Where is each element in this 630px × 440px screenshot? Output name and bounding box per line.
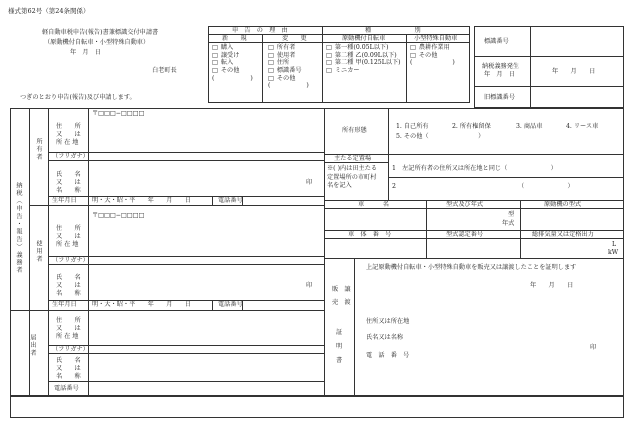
checkbox-transfer[interactable]: □ 譲受け	[212, 53, 253, 61]
form-subtitle: （原動機付自転車・小型特殊自動車）	[44, 39, 150, 46]
owner-phone-label: 電話番号	[218, 197, 243, 204]
storage-option-2-paren: （ ）	[518, 183, 574, 190]
cert-name-label: 氏名又は名称	[366, 334, 404, 341]
checkbox-farming[interactable]: □ 農耕作業用	[410, 45, 455, 53]
checkbox-owner-change[interactable]: □ 所有者	[268, 45, 309, 53]
user-seal: 印	[306, 282, 313, 289]
year-unit: 年式	[502, 220, 515, 227]
filer-furigana: （フリガナ）	[52, 346, 89, 353]
checkbox-plate-change[interactable]: □ 標識番号	[268, 68, 309, 76]
filer-phone-label: 電話番号	[54, 385, 79, 392]
form-number: 様式第62号（第24条関係）	[8, 7, 90, 15]
user-name-label: 氏 名 又 は 名 称	[56, 274, 81, 298]
filer-address-label: 住 所 又 は 所 在 地	[56, 317, 81, 341]
col-special: 小型特殊自動車	[414, 35, 458, 42]
checkbox-move-in[interactable]: □ 転入	[212, 60, 253, 68]
reason-title: 申 告 の 理 由	[232, 27, 288, 34]
checkbox-class-2a[interactable]: □ 第二種 甲(0.125L以下)	[326, 60, 401, 68]
user-postal[interactable]: 〒□□□−□□□□	[92, 212, 145, 219]
old-plate-label: 旧標識番号	[484, 94, 515, 101]
cert-label-2: 売 渡	[332, 299, 351, 306]
cert-label-4: 明	[336, 343, 343, 350]
unit-liter: L	[612, 241, 617, 248]
ownership-label: 所有形態	[342, 127, 367, 134]
filer-name-label: 氏 名 又 は 名 称	[56, 357, 81, 381]
cert-address-label: 住所又は所在地	[366, 318, 410, 325]
type-title: 種 別	[365, 27, 421, 34]
storage-label: 主たる定置場	[334, 155, 372, 162]
displacement-label: 総排気量又は定格出力	[532, 231, 594, 238]
cert-statement: 上記原動機付自転車・小型特殊自動車を販売又は譲渡したことを証明します	[366, 264, 577, 271]
cert-label-3: 証	[336, 329, 343, 336]
tax-date-value[interactable]: 年 月 日	[552, 68, 596, 75]
bottom-strip	[10, 396, 624, 418]
cert-label-5: 書	[336, 357, 343, 364]
checkbox-class-2b[interactable]: □ 第二種 乙(0.09L以下)	[326, 53, 401, 61]
checkbox-purchase[interactable]: □ 購入	[212, 45, 253, 53]
owner-postal[interactable]: 〒□□□−□□□□	[92, 110, 145, 117]
form-date: 年 月 日	[70, 49, 101, 56]
engine-model-label: 原動機の型式	[544, 201, 582, 208]
model-unit: 型	[508, 211, 515, 218]
cert-label-1: 販 譲	[332, 286, 351, 293]
ownership-option-2[interactable]: 2. 所有権留保	[452, 123, 491, 130]
owner-furigana: （フリガナ）	[52, 153, 89, 160]
col-moped: 原動機付自転車	[342, 35, 386, 42]
owner-seal: 印	[306, 179, 313, 186]
user-birth-label: 生年月日	[52, 301, 77, 308]
ownership-option-4[interactable]: 4. リース車	[566, 123, 599, 130]
storage-option-2[interactable]: 2	[392, 183, 396, 190]
plate-number-label: 標識番号	[484, 38, 509, 45]
ownership-option-5[interactable]: 5. その他（ ）	[396, 133, 485, 140]
owner-birth-value[interactable]: 明・大・昭・平 年 月 日	[92, 197, 191, 204]
col-change: 変 更	[282, 35, 307, 42]
user-phone-label: 電話番号	[218, 301, 243, 308]
model-year-label: 型式及び年式	[446, 201, 484, 208]
storage-option-1[interactable]: 1 左記所有者の住所又は所在地と同じ（ ）	[392, 165, 557, 172]
tax-date-label: 納税義務発生	[482, 63, 520, 70]
user-furigana: （フリガナ）	[52, 257, 89, 264]
checkbox-new-other[interactable]: □ その他	[212, 68, 253, 76]
cert-phone-label: 電 話 番 号	[366, 352, 410, 359]
ownership-option-3[interactable]: 3. 商品車	[516, 123, 543, 130]
owner-address-label: 住 所 又 は 所 在 地	[56, 123, 81, 147]
checkbox-minicar[interactable]: □ ミニカー	[326, 68, 401, 76]
owner-birth-label: 生年月日	[52, 197, 77, 204]
user-label: 使用者	[35, 240, 42, 264]
checkbox-change-other[interactable]: □ その他	[268, 76, 309, 84]
checkbox-user-change[interactable]: □ 使用者	[268, 53, 309, 61]
owner-label: 所有者	[35, 138, 42, 162]
chassis-label: 車 体 番 号	[348, 231, 392, 238]
declaration: つぎのとおり申告(報告)及び申請します。	[20, 94, 136, 101]
user-birth-value[interactable]: 明・大・昭・平 年 月 日	[92, 301, 191, 308]
owner-name-label: 氏 名 又 は 名 称	[56, 171, 81, 195]
addressee: 白老町長	[152, 67, 177, 74]
cert-no-label: 型式認定番号	[446, 231, 484, 238]
cert-date[interactable]: 年 月 日	[530, 282, 574, 289]
taxpayer-label: 納税（申告・報告）義務者	[15, 182, 22, 275]
cert-seal: 印	[590, 344, 597, 351]
user-address-label: 住 所 又 は 所 在 地	[56, 225, 81, 249]
ownership-option-1[interactable]: 1. 自己所有	[396, 123, 429, 130]
storage-note: ※( )内は田主たる 定置場所の市町村 名を記入	[327, 165, 378, 190]
unit-kw: kW	[608, 249, 619, 256]
car-name-label: 車 名	[358, 201, 389, 208]
checkbox-class-1[interactable]: □ 第一種(0.05L以下)	[326, 45, 401, 53]
filer-label: 届出者	[29, 334, 36, 358]
tax-date-label-2: 年 月 日	[484, 71, 515, 78]
form-title: 軽自動車税申告(報告)書兼標識交付申請書	[42, 29, 159, 36]
checkbox-special-other[interactable]: □ その他	[410, 53, 455, 61]
col-new: 新 規	[222, 35, 247, 42]
checkbox-address-change[interactable]: □ 住所	[268, 60, 309, 68]
